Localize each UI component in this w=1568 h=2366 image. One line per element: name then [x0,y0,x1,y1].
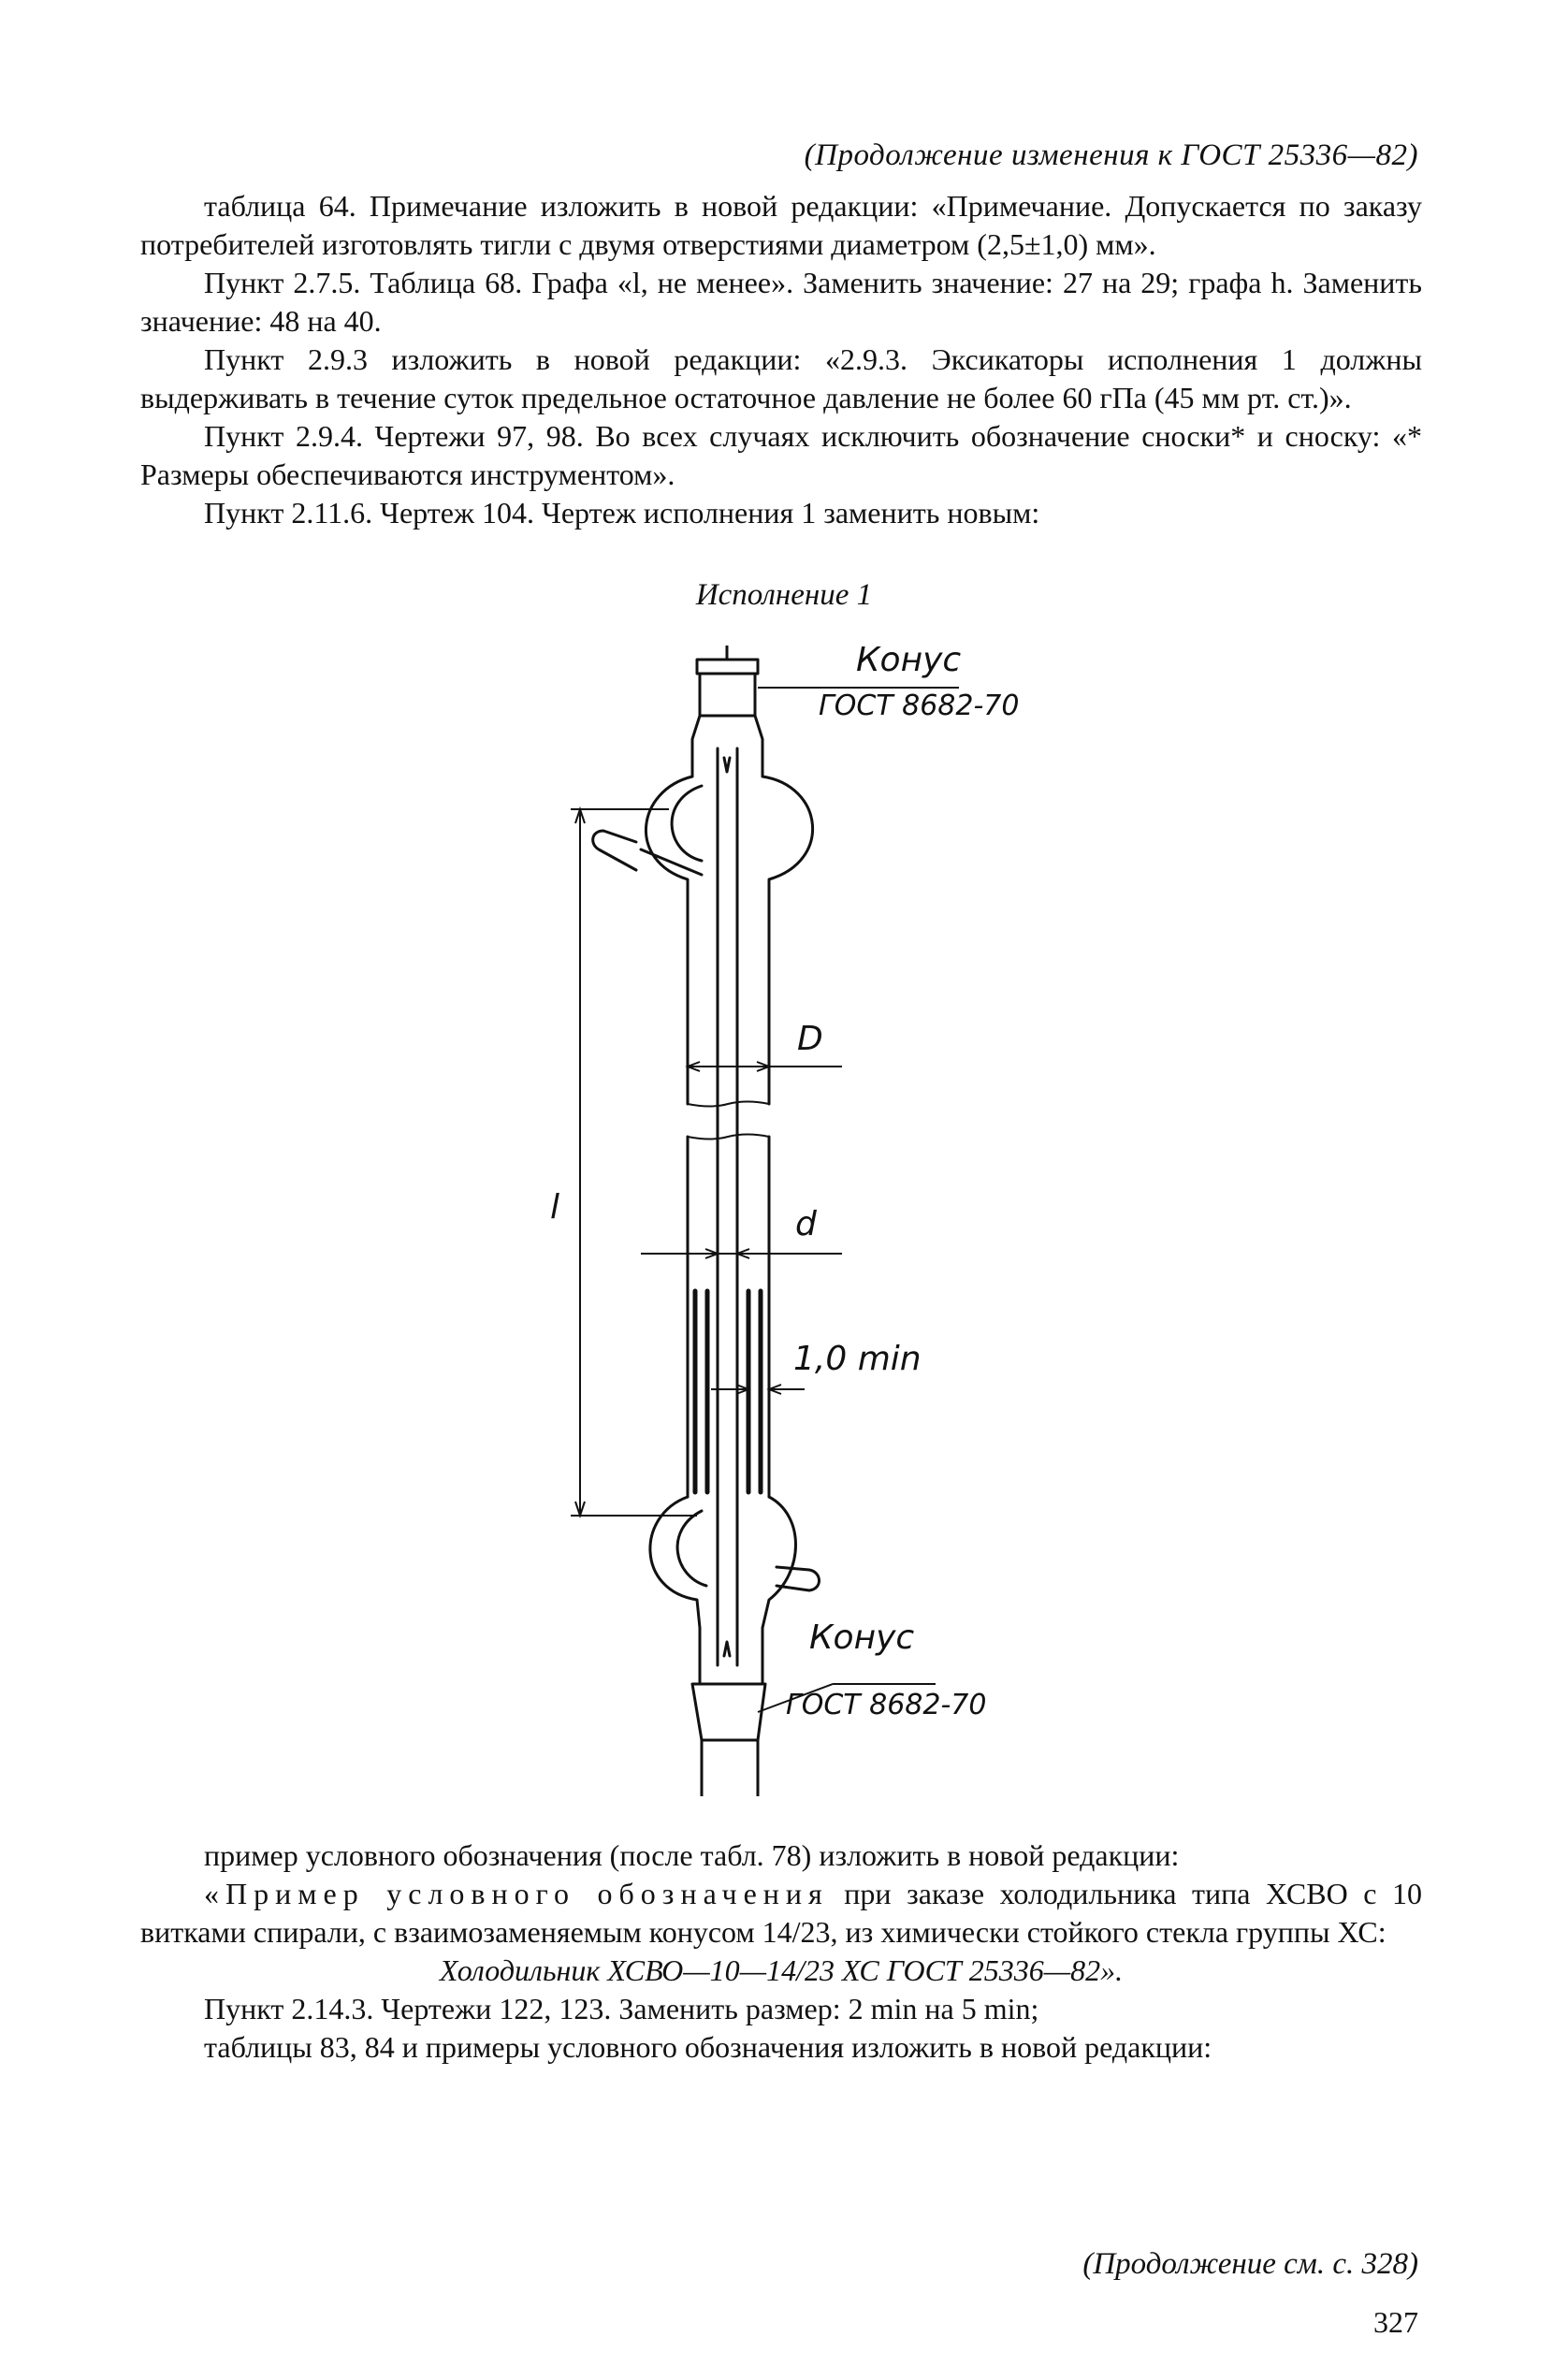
footer-continuation: (Продолжение см. с. 328) [1082,2247,1418,2281]
paragraph: Пункт 2.7.5. Таблица 68. Графа «l, не менее». Заменить значение: 27 на 29; графа h. Заменить значение: 48 на 40. [140,266,1422,338]
dimension-min-label: 1,0 min [793,1340,922,1378]
bottom-cone-standard-label: ГОСТ 8682-70 [786,1689,987,1721]
example-lead: «Пример условного обозначения [204,1877,829,1910]
paragraph: Пункт 2.9.4. Чертежи 97, 98. Во всех случаях исключить обозначение сноски* и сноску: «* Размеры обеспечиваются инструментом». [140,419,1422,491]
top-cap [697,660,758,674]
dimension-D-label: D [797,1020,823,1058]
upper-bulb [646,777,812,926]
bottom-cone [692,1684,765,1740]
top-cone-label: Конус [856,641,962,679]
example-rest: при заказе холодильника типа ХСВО с 10 витками спирали, с взаимозаменяемым конусом 14/23, из химически стойкого стекла группы ХС: [140,1877,1422,1949]
paragraph: Пункт 2.14.3. Чертежи 122, 123. Заменить размер: 2 min на 5 min; [204,1992,1039,2025]
paragraph: пример условного обозначения (после табл. 78) изложить в новой редакции: [204,1838,1180,1872]
designation-formula: Холодильник ХСВО—10—14/23 ХС ГОСТ 25336—82». [439,1953,1124,1987]
dimension-l-label: l [550,1188,560,1227]
header-continuation: (Продолжение изменения к ГОСТ 25336—82) [804,138,1418,172]
paragraph: таблица 64. Примечание изложить в новой редакции: «Примечание. Допускается по заказу потребителей изготовлять тигли с двумя отверстиями диаметром (2,5±1,0) мм». [140,189,1422,261]
figure-caption: Исполнение 1 [695,578,873,612]
lower-side-nozzle [777,1567,820,1590]
paragraph: таблицы 83, 84 и примеры условного обозначения изложить в новой редакции: [204,2030,1212,2064]
bottom-text-block [140,1836,1422,2067]
page-number: 327 [1373,2305,1418,2339]
top-socket [692,674,762,777]
top-cone-standard-label: ГОСТ 8682-70 [819,689,1020,722]
bottom-cone-label: Конус [809,1618,915,1657]
paragraph: Пункт 2.9.3 изложить в новой редакции: «2.9.3. Эксикаторы исполнения 1 должны выдерживать в течение суток предельное остаточное давление не более 60 гПа (45 мм рт. ст.)». [140,342,1422,414]
paragraph: Пункт 2.11.6. Чертеж 104. Чертеж исполнения 1 заменить новым: [204,496,1040,530]
condenser-drawing [524,641,1085,1796]
top-text-block [140,187,1422,532]
dimension-d-label: d [795,1205,817,1243]
example-paragraph [140,1875,1422,1952]
